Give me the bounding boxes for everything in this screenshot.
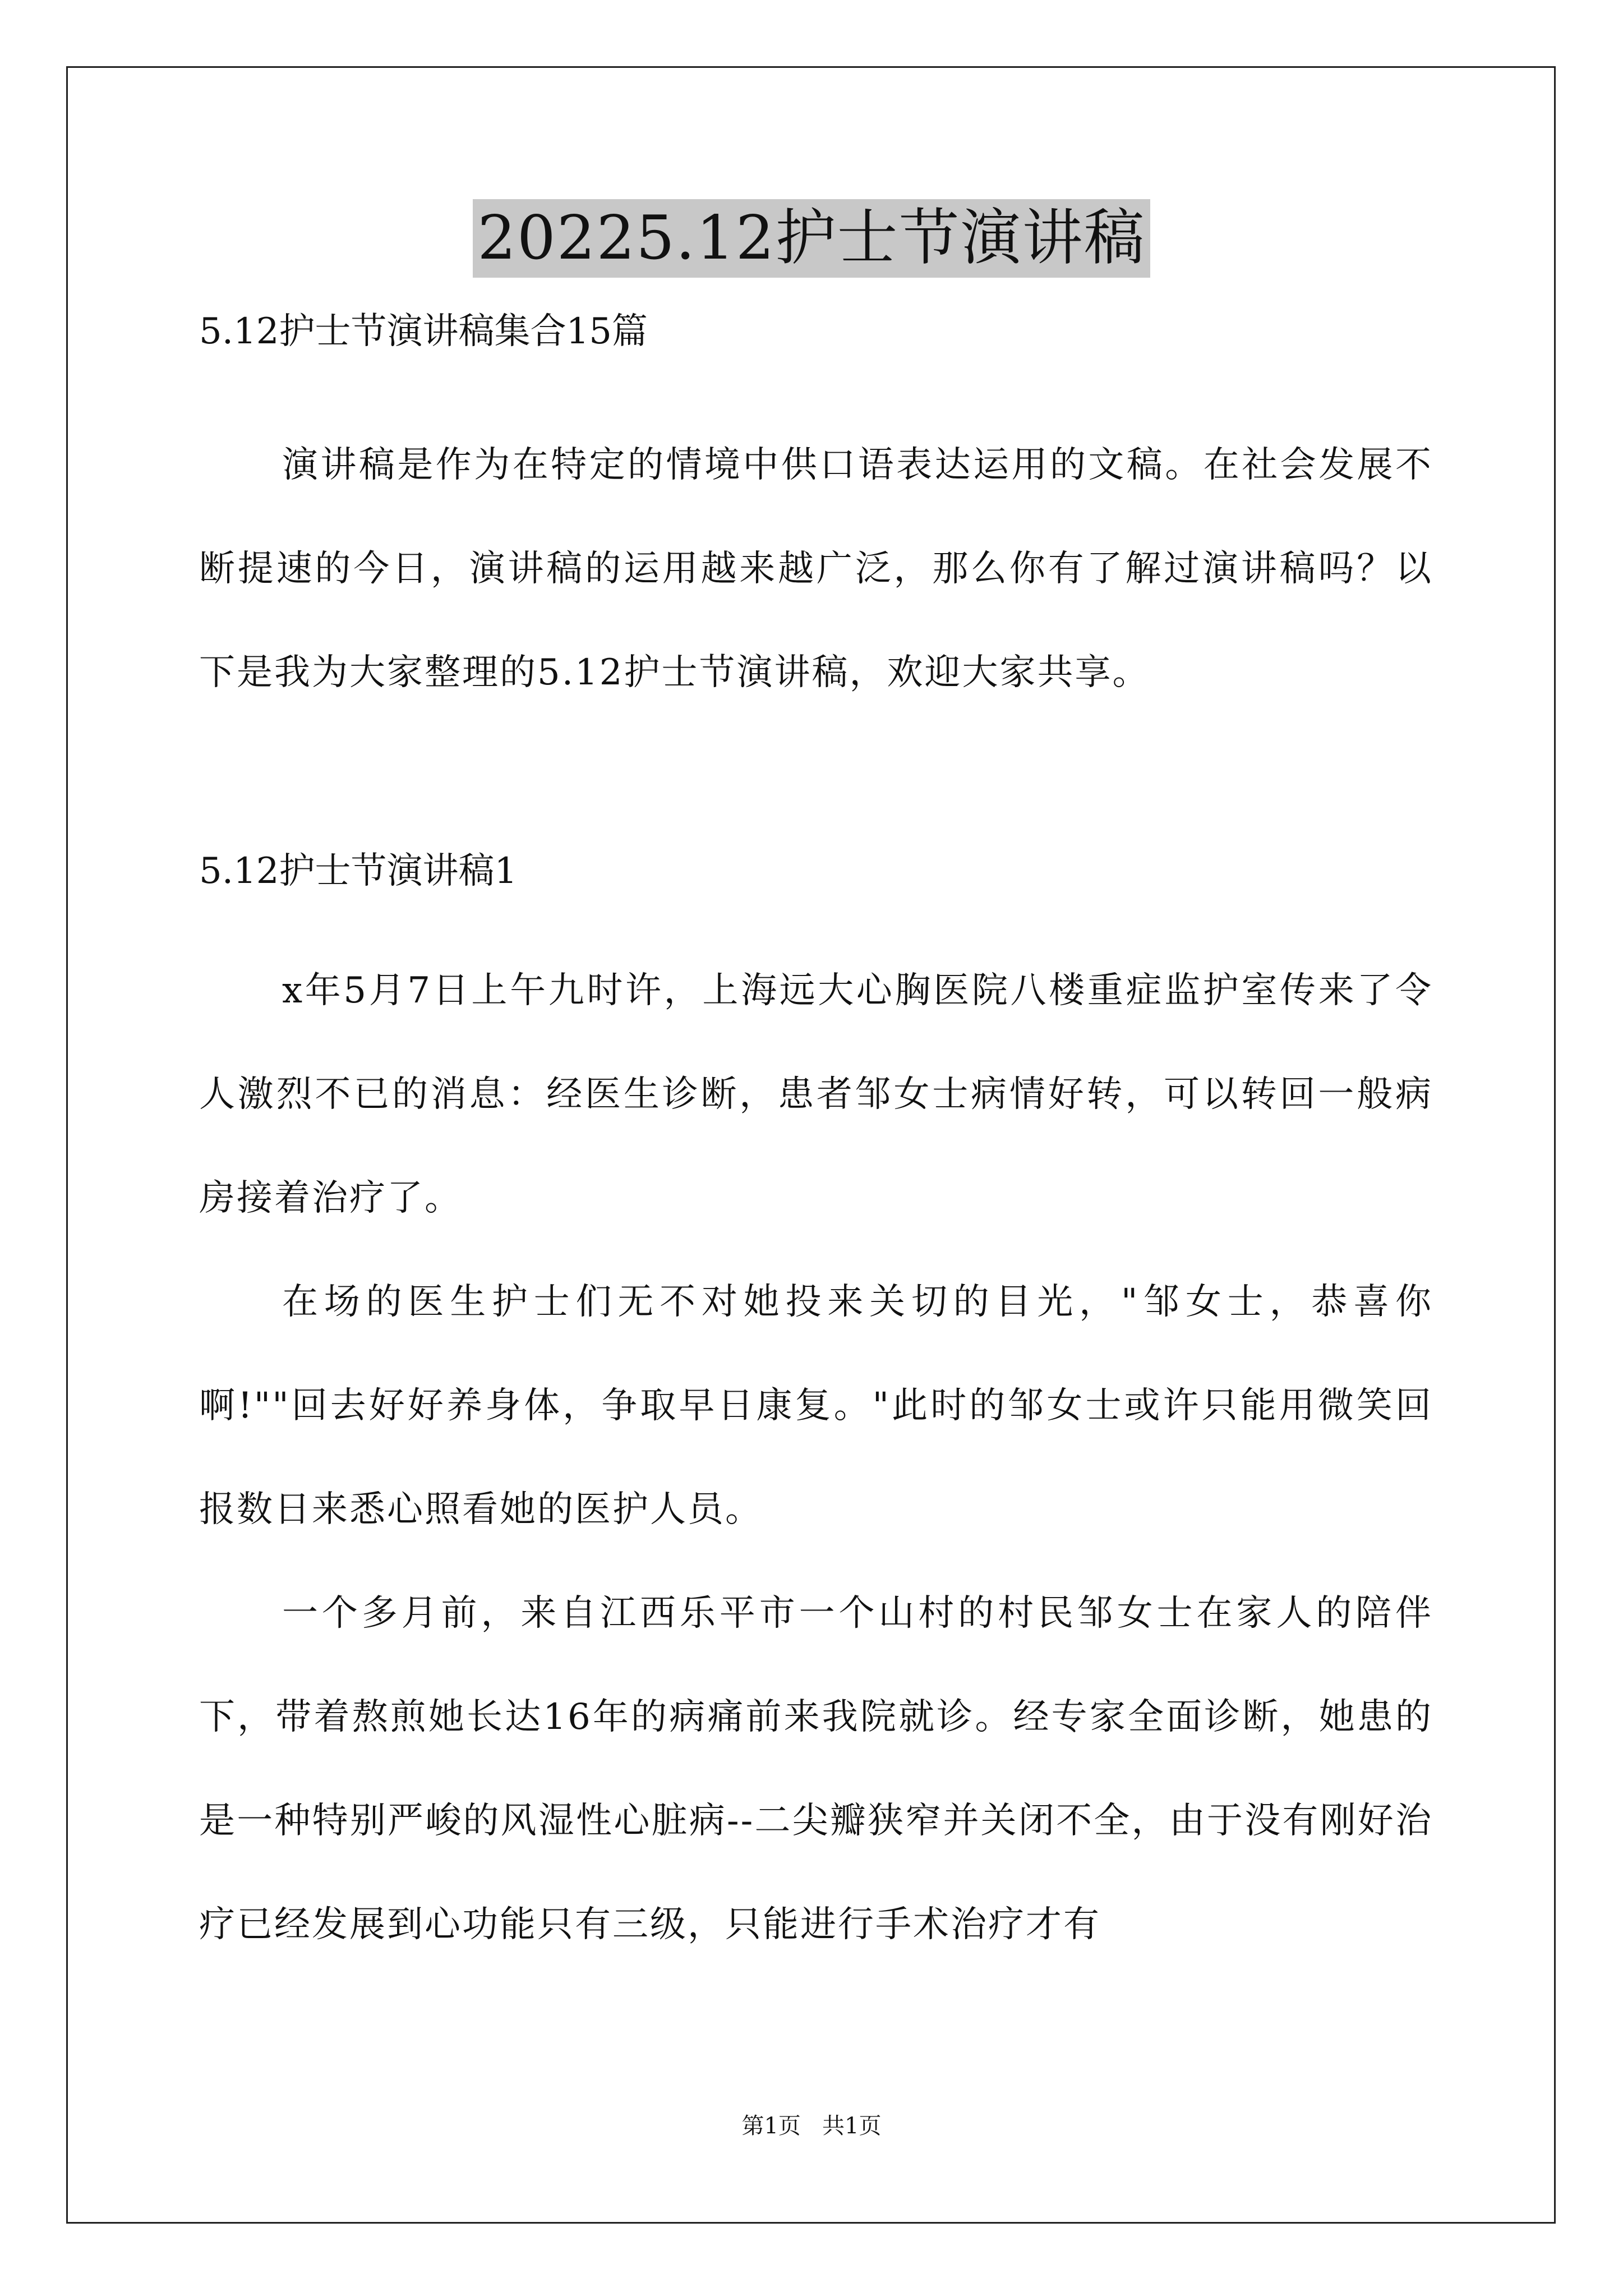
document-subtitle: 5.12护士节演讲稿集合15篇	[199, 311, 648, 352]
body-paragraph: 一个多月前，来自江西乐平市一个山村的村民邹女士在家人的陪伴下，带着熬煎她长达16年的病痛前来我院就诊。经专家全面诊断，她患的是一种特别严峻的风湿性心脏病--二尖瓣狭窄并关闭不全，由于没有刚好治疗已经发展到心功能只有三级，只能进行手术治疗才有	[199, 1593, 1433, 1945]
spacer	[199, 897, 1433, 939]
spacer	[199, 357, 1433, 413]
body-paragraph: x年5月7日上午九时许，上海远大心胸医院八楼重症监护室传来了令人激烈不已的消息：经医生诊断，患者邹女士病情好转，可以转回一般病房接着治疗了。	[199, 970, 1433, 1219]
document-body	[199, 306, 1433, 1977]
page-footer: 第1页 共1页	[741, 2113, 882, 2139]
title-container	[0, 199, 1623, 278]
spacer	[199, 725, 1433, 845]
document-title: 20225.12护士节演讲稿	[473, 199, 1150, 278]
body-paragraph: 在场的医生护士们无不对她投来关切的目光，"邹女士，恭喜你啊!""回去好好养身体，争取早日康复。"此时的邹女士或许只能用微笑回报数日来悉心照看她的医护人员。	[199, 1281, 1433, 1530]
section-heading: 5.12护士节演讲稿1	[199, 850, 518, 892]
intro-paragraph: 演讲稿是作为在特定的情境中供口语表达运用的文稿。在社会发展不断提速的今日，演讲稿的运用越来越广泛，那么你有了解过演讲稿吗？以下是我为大家整理的5.12护士节演讲稿，欢迎大家共享。	[199, 444, 1433, 693]
